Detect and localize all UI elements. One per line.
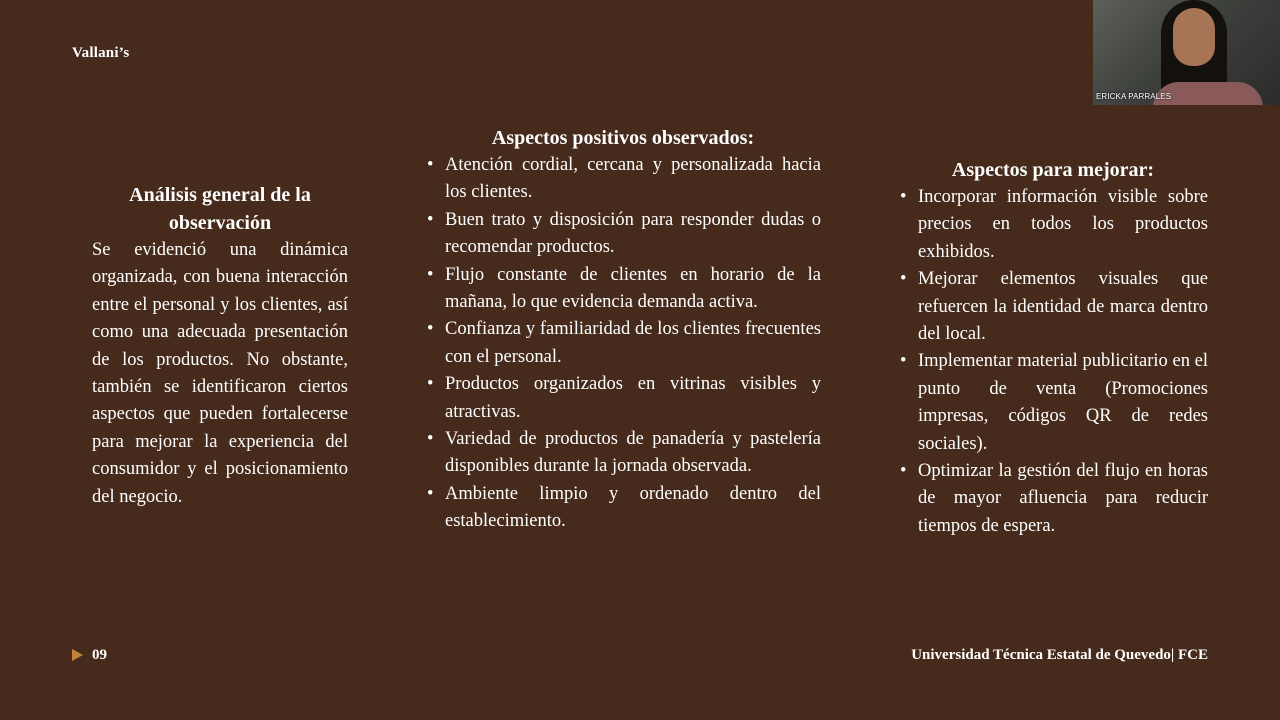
improvement-aspects-list xyxy=(898,184,1208,540)
play-triangle-icon xyxy=(72,649,83,661)
positive-aspects-list xyxy=(425,152,821,536)
participant-name-label: ERICKA PARRALES xyxy=(1096,92,1172,101)
positive-aspects-section xyxy=(425,124,821,536)
general-analysis-text: Se evidenció una dinámica organizada, con buena interacción entre el personal y los clientes, así como una adecuada presentación de los productos. No obstante, también se identificaron ciertos aspectos que pueden fortalecerse para mejorar la experiencia del consumidor y el posicionamiento del negocio. xyxy=(92,240,348,507)
footer-institution: Universidad Técnica Estatal de Quevedo| FCE xyxy=(911,647,1208,663)
positive-aspect-item: • Variedad de productos de panadería y pastelería disponibles durante la jornada observada. xyxy=(425,426,821,481)
positive-aspect-item: • Atención cordial, cercana y personalizada hacia los clientes. xyxy=(425,152,821,207)
participant-face xyxy=(1173,8,1215,66)
positive-aspect-item: • Buen trato y disposición para responder dudas o recomendar productos. xyxy=(425,207,821,262)
positive-aspect-item: • Ambiente limpio y ordenado dentro del establecimiento. xyxy=(425,481,821,536)
general-analysis-section xyxy=(92,181,348,511)
participant-video-tile[interactable] xyxy=(1093,0,1280,105)
improvement-aspects-heading: Aspectos para mejorar: xyxy=(951,159,1155,181)
positive-aspect-item: • Productos organizados en vitrinas visibles y atractivas. xyxy=(425,371,821,426)
improvement-aspect-item: • Implementar material publicitario en el punto de venta (Promociones impresas, códigos QR de redes sociales). xyxy=(898,348,1208,458)
positive-aspects-heading: Aspectos positivos observados: xyxy=(491,127,755,149)
improvement-aspect-item: • Mejorar elementos visuales que refuercen la identidad de marca dentro del local. xyxy=(898,266,1208,348)
general-analysis-heading: Análisis general de la observación xyxy=(129,184,311,234)
positive-aspect-item: • Flujo constante de clientes en horario de la mañana, lo que evidencia demanda activa. xyxy=(425,262,821,317)
improvement-aspect-item: • Incorporar información visible sobre precios en todos los productos exhibidos. xyxy=(898,184,1208,266)
brand-name: Vallani’s xyxy=(72,45,130,61)
page-number: 09 xyxy=(92,647,107,663)
improvement-aspects-section xyxy=(898,156,1208,540)
improvement-aspect-item: • Optimizar la gestión del flujo en horas de mayor afluencia para reducir tiempos de espera. xyxy=(898,458,1208,540)
positive-aspect-item: • Confianza y familiaridad de los clientes frecuentes con el personal. xyxy=(425,316,821,371)
